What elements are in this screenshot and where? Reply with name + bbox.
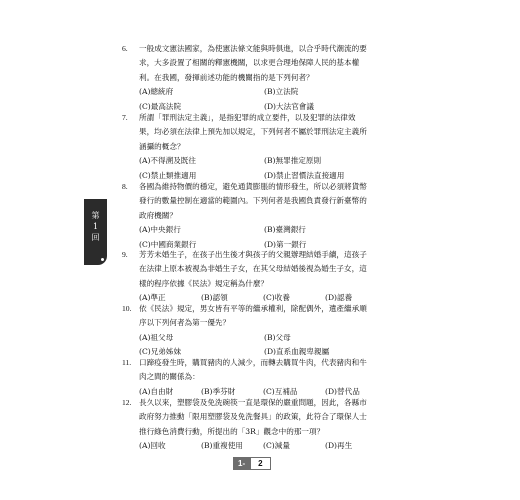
option-b: (B)立法院 <box>264 87 299 97</box>
option-a: (A)不得溯及既往 <box>139 156 196 166</box>
options <box>139 85 422 114</box>
question-stem <box>139 180 422 223</box>
option-c: (C)中國商業銀行 <box>139 239 197 249</box>
stem-line: 政府機關？ <box>139 210 177 220</box>
question-stem <box>139 356 422 385</box>
page-label: 2 <box>250 457 270 470</box>
stem-line: 長久以來，塑膠袋及免洗碗筷一直是環保的嚴重問題，因此，各縣市 <box>139 398 367 407</box>
stem-line: 利。在我國，發揮前述功能的機關指的是下列何者？ <box>139 72 314 82</box>
question-number: 7. <box>122 113 128 122</box>
option-a: (A)祖父母 <box>139 332 174 342</box>
question-8 <box>122 180 422 252</box>
stem-line: 口蹄疫發生時，購買豬肉的人減少，而轉去購買牛肉，代表豬肉和牛 <box>139 358 367 367</box>
question-number: 6. <box>122 44 128 53</box>
option-b: (B)父母 <box>264 332 291 342</box>
question-stem <box>139 302 422 331</box>
stem-line: 涵攝的概念？ <box>139 141 185 151</box>
option-d: (D)大法官會議 <box>264 101 314 111</box>
question-number: 11. <box>122 358 132 367</box>
stem-line: 求，大多設置了相關的釋憲機關，以求更合理地保障人民的基本權 <box>139 58 360 68</box>
option-b: (B)無罪推定原則 <box>264 156 322 166</box>
stem-line: 所謂「罪刑法定主義」，是指犯罪的成立要件，以及犯罪的法律效 <box>139 113 356 122</box>
question-6 <box>122 42 422 114</box>
option-a: (A)總統府 <box>139 87 174 97</box>
option-c: (C)收養 <box>263 293 290 303</box>
option-a: (A)準正 <box>139 293 166 303</box>
stem-line: 芳芳未婚生子，在孩子出生後才與孩子的父親辦理結婚手續，這孩子 <box>139 250 367 259</box>
option-d: (D)禁止習慣法直接適用 <box>264 170 345 180</box>
option-b: (B)季芬財 <box>201 386 236 396</box>
stem-line: 推行綠色消費行動，所提出的「3R」觀念中的那一項？ <box>139 426 325 436</box>
option-b: (B)重複使用 <box>201 441 243 451</box>
question-12 <box>122 396 422 454</box>
stem-line: 各國為維持物價的穩定，避免通貨膨脹的情形發生，所以必須將貨幣 <box>139 182 367 191</box>
side-tab-char: 回 <box>91 233 100 242</box>
options <box>139 439 422 453</box>
stem-line: 肉之間的關係為： <box>139 372 200 382</box>
question-9 <box>122 248 422 306</box>
option-d: (D)第一銀行 <box>264 239 307 249</box>
stem-line: 依《民法》規定，男女皆有平等的繼承權利，除配偶外，遺產繼承順 <box>139 304 367 313</box>
option-a: (A)回收 <box>139 441 166 451</box>
question-number: 10. <box>122 304 132 313</box>
stem-line: 政府努力推動「限用塑膠袋及免洗餐具」的政策，此符合了環保人士 <box>139 412 367 422</box>
option-a: (A)中央銀行 <box>139 225 181 235</box>
page-number <box>233 457 271 470</box>
stem-line: 樣的程序依據《民法》規定稱為什麼？ <box>139 278 269 288</box>
side-tab-char: 1 <box>92 222 99 231</box>
stem-line: 在法律上原本被視為非婚生子女，在其父母結婚後視為婚生子女，這 <box>139 264 367 274</box>
stem-line: 果，均必須在法律上預先加以規定，下列何者不屬於罪刑法定主義所 <box>139 127 367 137</box>
option-c: (C)兄弟姊妹 <box>139 347 182 357</box>
question-number: 12. <box>122 398 132 407</box>
options <box>139 154 422 183</box>
chapter-label: 1- <box>233 457 250 470</box>
option-d: (D)直系血親卑親屬 <box>264 347 330 357</box>
question-stem <box>139 111 422 154</box>
option-b: (B)臺灣銀行 <box>264 225 306 235</box>
option-a: (A)自由財 <box>139 386 174 396</box>
option-d: (D)替代品 <box>325 386 360 396</box>
question-10 <box>122 302 422 360</box>
option-b: (B)認領 <box>201 293 228 303</box>
option-c: (C)減量 <box>263 441 290 451</box>
stem-line: 一般成文憲法國家，為使憲法條文能與時俱進，以合乎時代潮流的要 <box>139 44 367 53</box>
tab-dot <box>101 258 104 261</box>
stem-line: 發行的數量控制在適當的範圍內。下列何者是我國負責發行新臺幣的 <box>139 196 367 206</box>
option-d: (D)再生 <box>325 441 353 451</box>
question-11 <box>122 356 422 399</box>
question-7 <box>122 111 422 183</box>
question-stem <box>139 396 422 439</box>
question-number: 9. <box>122 250 128 259</box>
chapter-side-tab <box>84 199 107 265</box>
question-number: 8. <box>122 182 128 191</box>
option-c: (C)禁止類推適用 <box>139 170 197 180</box>
question-stem <box>139 248 422 291</box>
stem-line: 序以下列何者為第一優先？ <box>139 318 231 328</box>
option-c: (C)最高法院 <box>139 101 182 111</box>
question-stem <box>139 42 422 85</box>
option-d: (D)認養 <box>325 293 353 303</box>
side-tab-char: 第 <box>91 211 100 220</box>
option-c: (C)互補品 <box>263 386 298 396</box>
